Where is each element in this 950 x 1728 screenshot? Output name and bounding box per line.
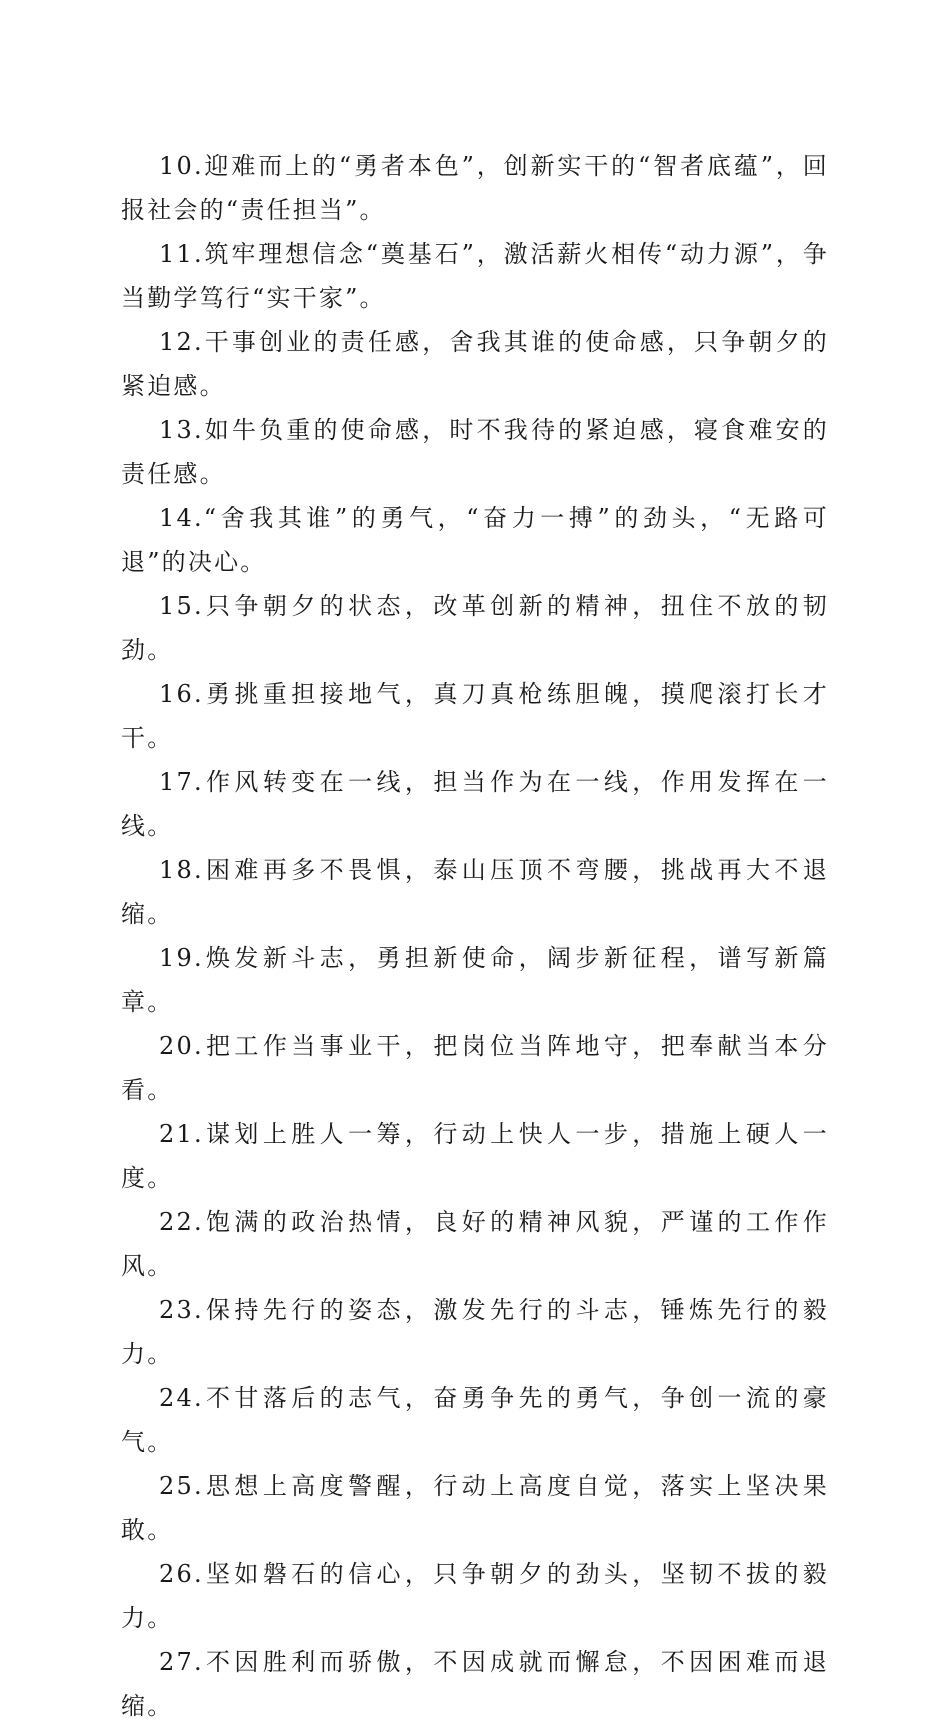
list-item: 14.“舍我其谁”的勇气，“奋力一搏”的劲头，“无路可退”的决心。 bbox=[121, 504, 829, 576]
list-item: 21.谋划上胜人一筹，行动上快人一步，措施上硬人一度。 bbox=[121, 1120, 829, 1192]
list-item: 22.饱满的政治热情，良好的精神风貌，严谨的工作作风。 bbox=[121, 1208, 829, 1280]
list-item: 16.勇挑重担接地气，真刀真枪练胆魄，摸爬滚打长才干。 bbox=[121, 680, 829, 752]
list-item: 15.只争朝夕的状态，改革创新的精神，扭住不放的韧劲。 bbox=[121, 592, 829, 664]
list-item: 26.坚如磐石的信心，只争朝夕的劲头，坚韧不拔的毅力。 bbox=[121, 1560, 829, 1632]
list-item: 12.干事创业的责任感，舍我其谁的使命感，只争朝夕的紧迫感。 bbox=[121, 328, 829, 400]
list-item: 23.保持先行的姿态，激发先行的斗志，锤炼先行的毅力。 bbox=[121, 1296, 829, 1368]
list-item: 20.把工作当事业干，把岗位当阵地守，把奉献当本分看。 bbox=[121, 1032, 829, 1104]
list-item: 27.不因胜利而骄傲，不因成就而懈怠，不因困难而退缩。 bbox=[121, 1648, 829, 1720]
list-item: 10.迎难而上的“勇者本色”，创新实干的“智者底蕴”，回报社会的“责任担当”。 bbox=[121, 152, 829, 224]
list-item: 19.焕发新斗志，勇担新使命，阔步新征程，谱写新篇章。 bbox=[121, 944, 829, 1016]
list-item: 18.困难再多不畏惧，泰山压顶不弯腰，挑战再大不退缩。 bbox=[121, 856, 829, 928]
list-item: 24.不甘落后的志气，奋勇争先的勇气，争创一流的豪气。 bbox=[121, 1384, 829, 1456]
list-item: 17.作风转变在一线，担当作为在一线，作用发挥在一线。 bbox=[121, 768, 829, 840]
list-item: 11.筑牢理想信念“奠基石”，激活薪火相传“动力源”，争当勤学笃行“实干家”。 bbox=[121, 240, 829, 312]
list-item: 25.思想上高度警醒，行动上高度自觉，落实上坚决果敢。 bbox=[121, 1472, 829, 1544]
document-body bbox=[121, 144, 829, 1728]
list-item: 13.如牛负重的使命感，时不我待的紧迫感，寝食难安的责任感。 bbox=[121, 416, 829, 488]
